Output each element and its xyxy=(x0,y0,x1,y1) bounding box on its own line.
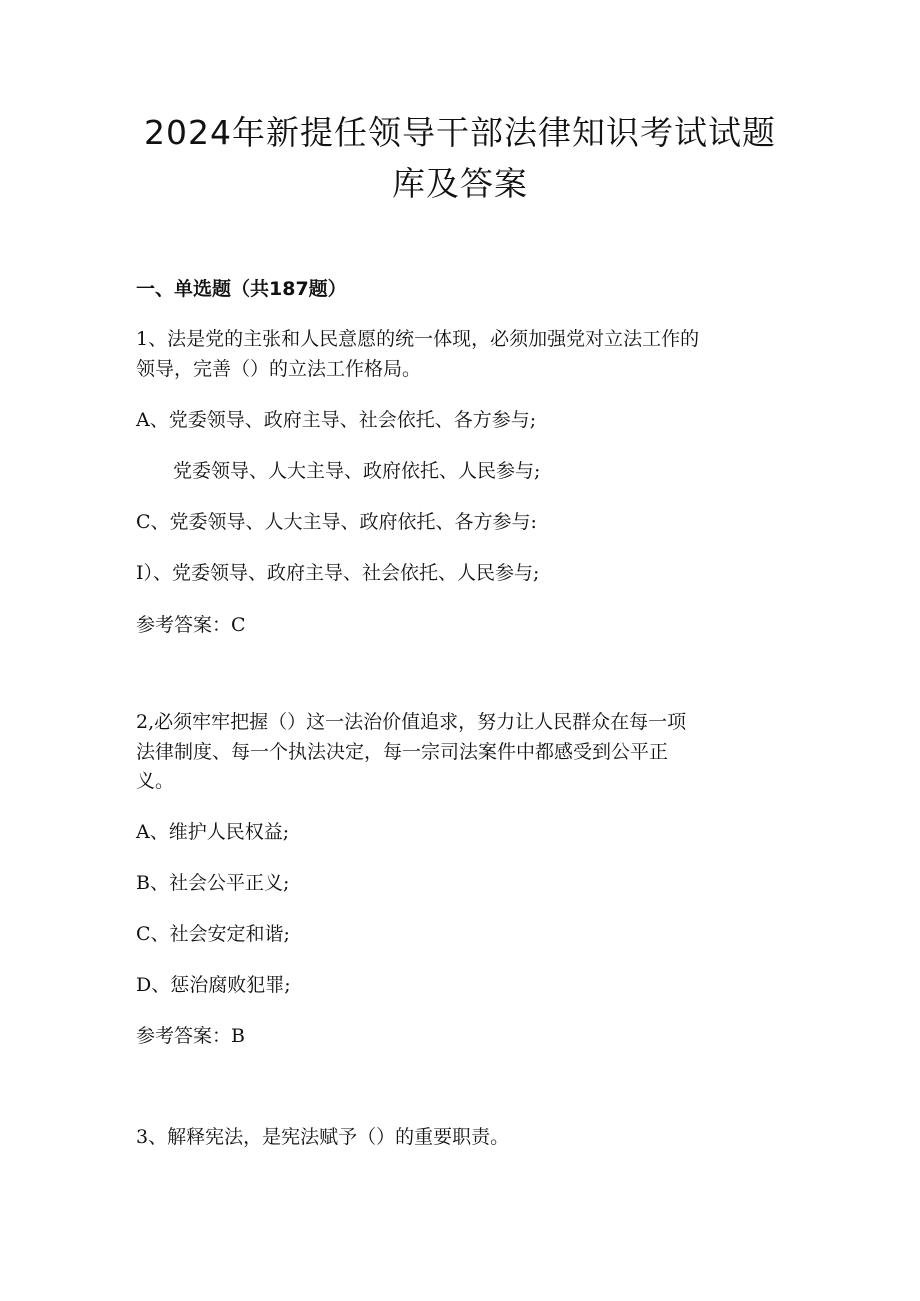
document-title-line-2: 库及答案 xyxy=(392,164,528,203)
question-1-stem-line-2: 领导，完善（）的立法工作格局。 xyxy=(136,358,422,380)
question-1-answer: 参考答案：C xyxy=(136,614,246,636)
question-2-option-d: D、惩治腐败犯罪; xyxy=(136,974,291,996)
question-2-stem-line-2: 法律制度、每一个执法决定，每一宗司法案件中都感受到公平正 xyxy=(136,741,669,763)
question-1-option-c: C、党委领导、人大主导、政府依托、各方参与: xyxy=(136,511,537,533)
question-1-option-a: A、党委领导、政府主导、社会依托、各方参与; xyxy=(136,409,537,431)
question-1-option-d: I）、党委领导、政府主导、社会依托、人民参与; xyxy=(136,562,540,584)
question-1-stem-line-1: 1、法是党的主张和人民意愿的统一体现，必须加强党对立法工作的 xyxy=(136,328,700,350)
section-heading-single-choice: 一、单选题（共187题） xyxy=(136,278,347,300)
question-2-stem-line-3: 义。 xyxy=(136,770,175,792)
question-2-option-a: A、维护人民权益; xyxy=(136,821,290,843)
question-3-stem-line-1: 3、解释宪法，是宪法赋予（）的重要职责。 xyxy=(136,1126,510,1148)
question-2-option-b: B、社会公平正义; xyxy=(136,872,290,894)
question-2-option-c: C、社会安定和谐; xyxy=(136,923,290,945)
question-1-option-b: 党委领导、人大主导、政府依托、人民参与; xyxy=(173,460,541,482)
question-2-answer: 参考答案：B xyxy=(136,1025,245,1047)
question-2-stem-line-1: 2,必须牢牢把握（）这一法治价值追求，努力让人民群众在每一项 xyxy=(136,711,687,733)
document-title-line-1: 2024年新提任领导干部法律知识考试试题 xyxy=(144,113,776,152)
